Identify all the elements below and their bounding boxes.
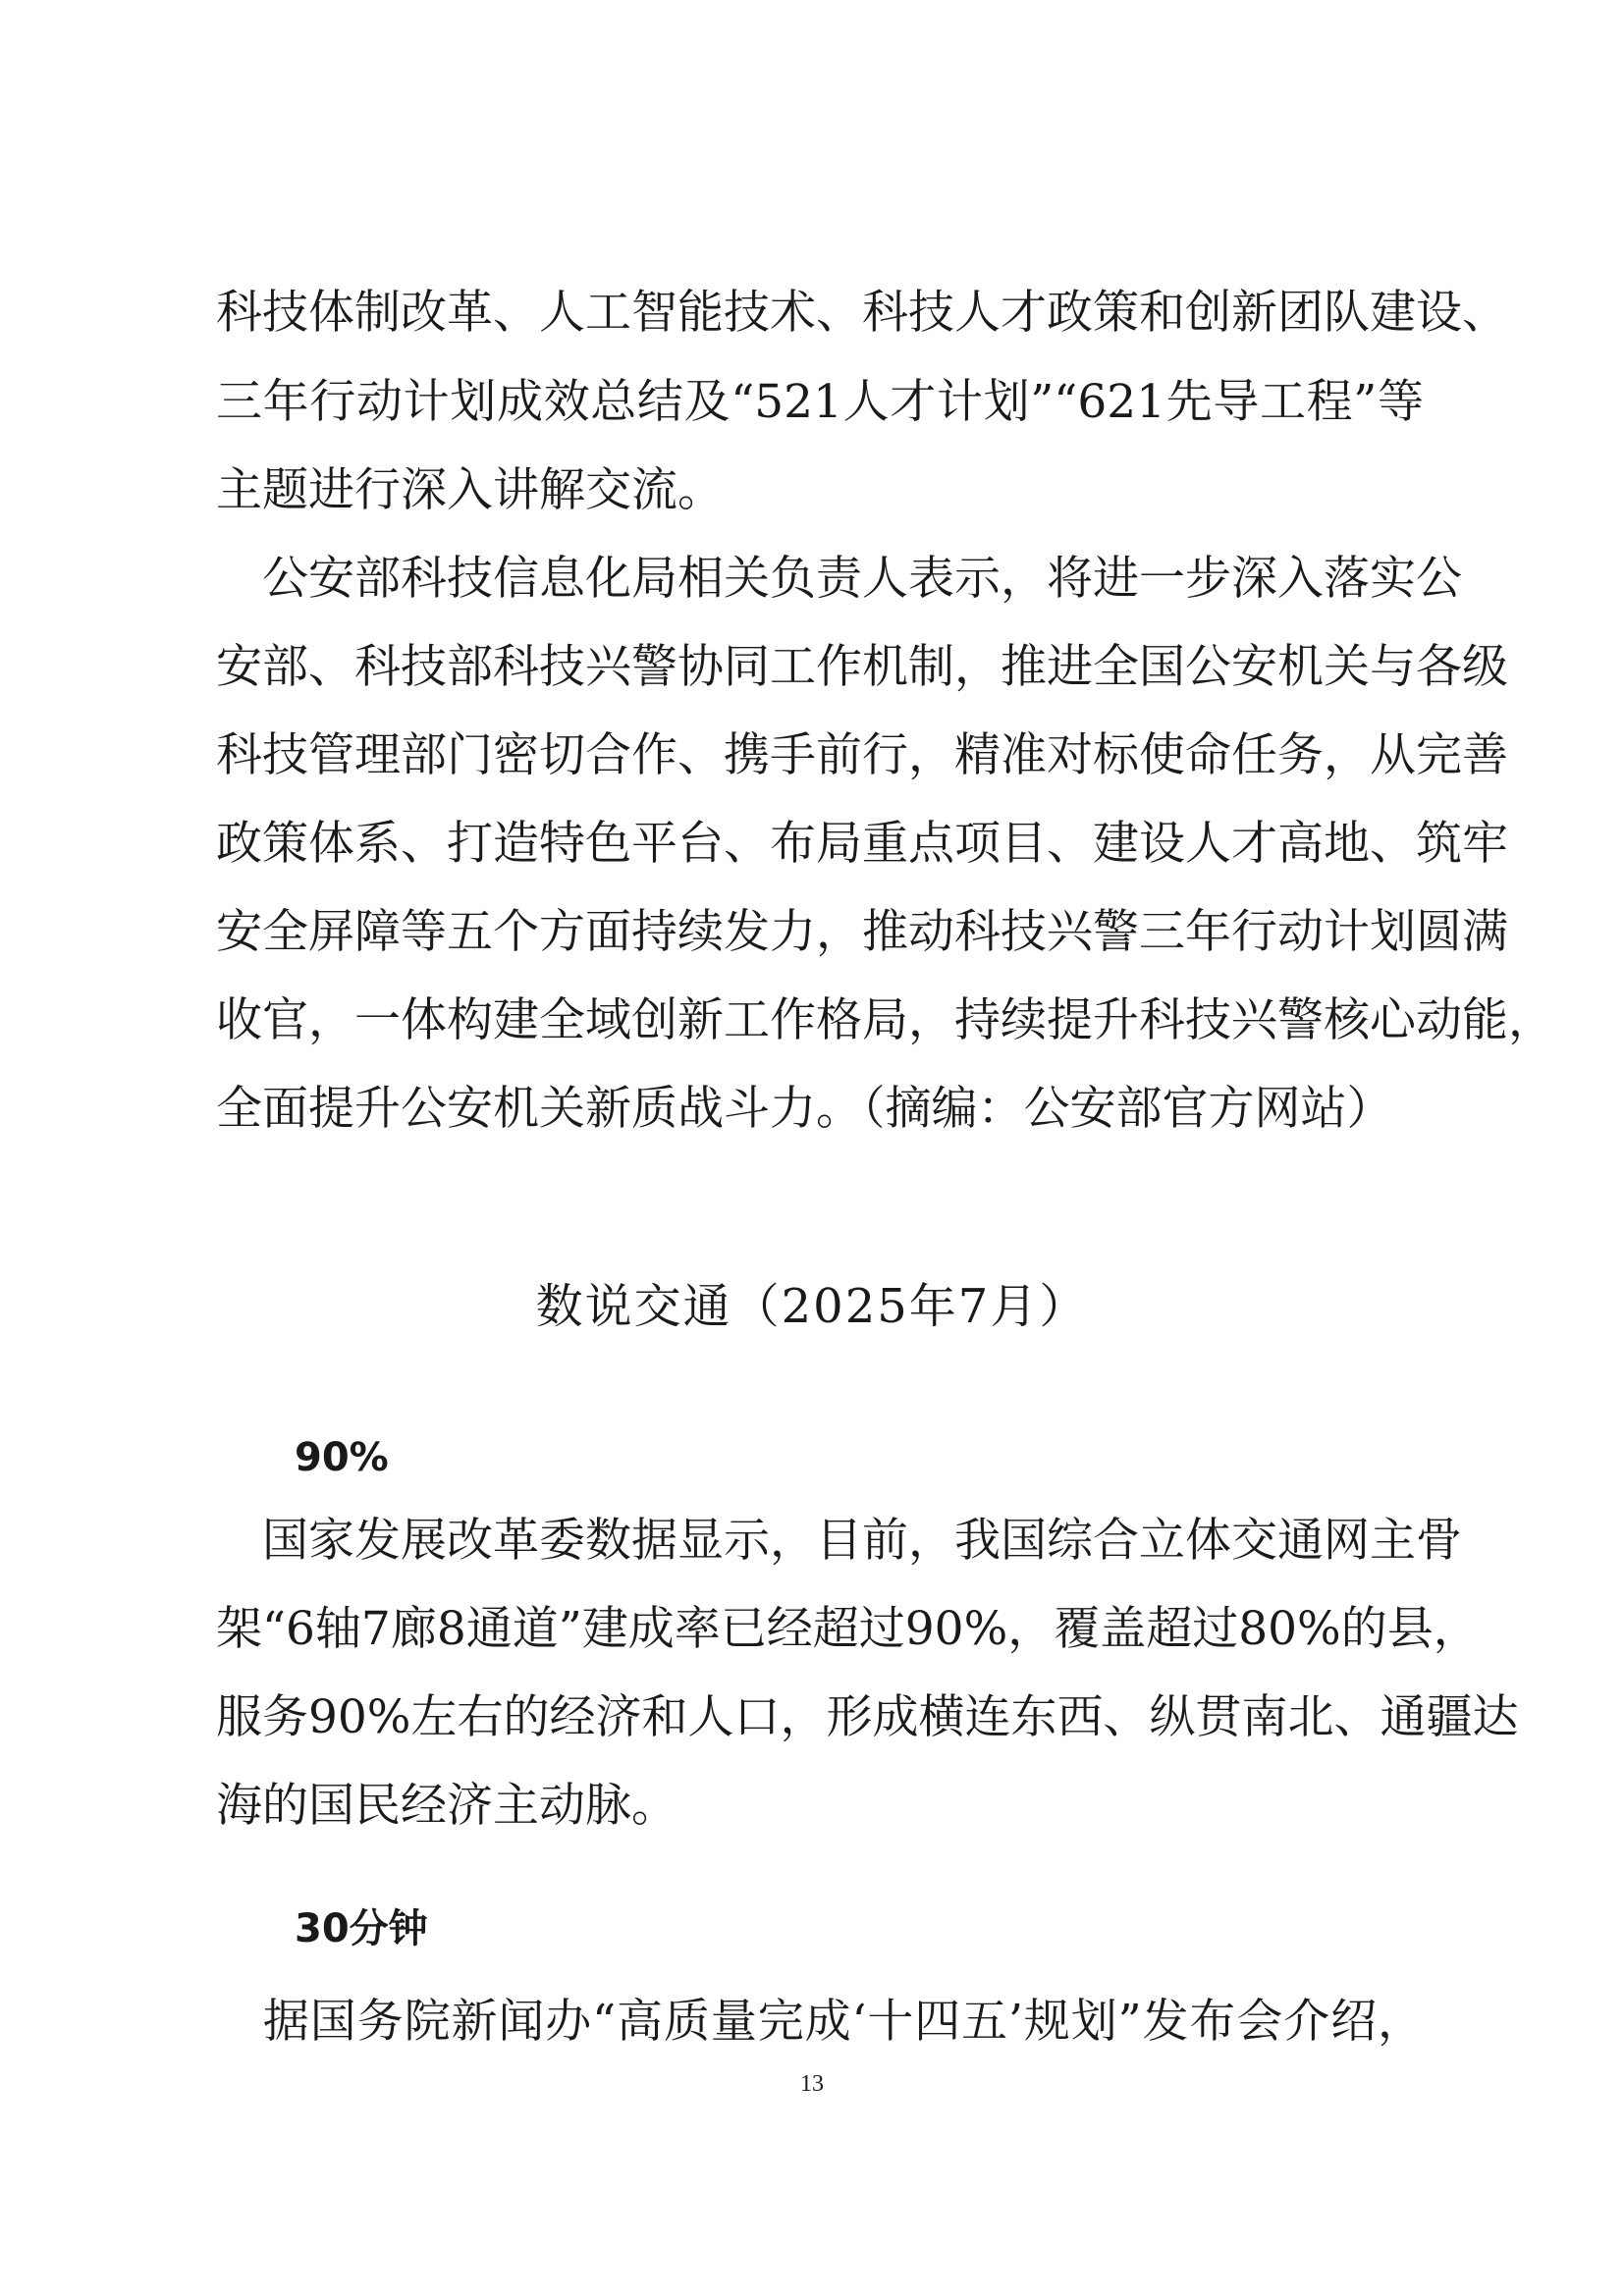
item-line: 国家发展改革委数据显示，目前，我国综合立体交通网主骨: [216, 1514, 1462, 1568]
article-line: 公安部科技信息化局相关负责人表示，将进一步深入落实公: [216, 552, 1462, 606]
article-line: 三年行动计划成效总结及“521人才计划”“621先导工程”等: [216, 375, 1424, 429]
article-line: 政策体系、打造特色平台、布局重点项目、建设人才高地、筑牢: [216, 817, 1508, 871]
item-line: 服务90%左右的经济和人口，形成横连东西、纵贯南北、通疆达: [216, 1690, 1519, 1744]
article-line: 安全屏障等五个方面持续发力，推动科技兴警三年行动计划圆满: [216, 905, 1508, 959]
article-line: 主题进行深入讲解交流。: [216, 463, 724, 517]
item-line: 海的国民经济主动脉。: [216, 1779, 677, 1833]
item-line: 据国务院新闻办“高质量完成‘十四五’规划”发布会介绍，: [216, 1995, 1424, 2049]
item-heading: 90%: [295, 1435, 389, 1480]
article-line: 科技体制改革、人工智能技术、科技人才政策和创新团队建设、: [216, 286, 1508, 340]
article-line: 全面提升公安机关新质战斗力。（摘编：公安部官方网站）: [216, 1082, 1393, 1136]
article-line: 收官，一体构建全域创新工作格局，持续提升科技兴警核心动能，: [216, 993, 1554, 1047]
section-title: 数说交通（2025年7月）: [535, 1279, 1089, 1334]
article-line: 科技管理部门密切合作、携手前行，精准对标使命任务，从完善: [216, 728, 1508, 782]
page-number: 13: [800, 2071, 824, 2097]
item-line: 架“6轴7廊8通道”建成率已经超过90%，覆盖超过80%的县，: [216, 1602, 1480, 1656]
article-line: 安部、科技部科技兴警协同工作机制，推进全国公安机关与各级: [216, 640, 1508, 694]
item-heading: 30分钟: [295, 1906, 428, 1951]
